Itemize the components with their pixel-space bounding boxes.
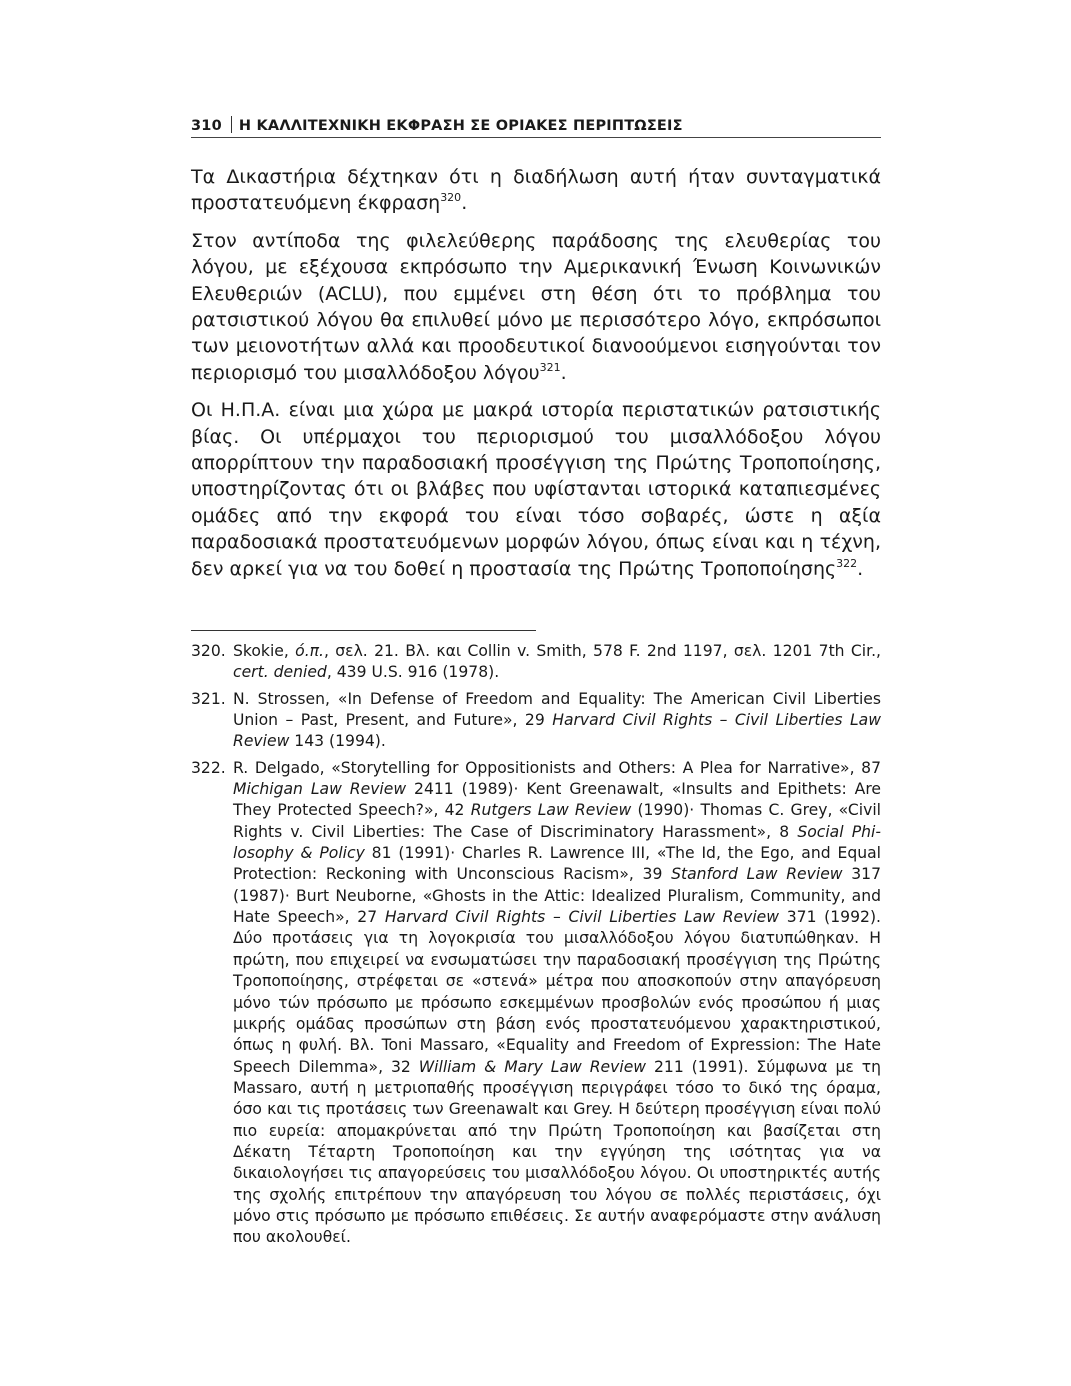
footnote-italic-segment: Harvard Civil Rights – Civil Liberties Law Review bbox=[233, 711, 881, 751]
footnote-segment: , σελ. 21. Βλ. και Collin v. Smith, 578 F. 2nd 1197, σελ. 1201 7th Cir., bbox=[324, 642, 881, 660]
main-text bbox=[191, 164, 881, 593]
paragraph-3 bbox=[191, 397, 881, 582]
paragraph-2-text: Στον αντίποδα της φιλελεύθερης παράδοσης της ελευθερίας του λόγου, με εξέχουσα εκπρόσωπο την Αμερικανική Ένωση Κοινωνικών Ελευθεριών (ACLU), που εμμένει στη θέση ότι το πρόβλημα του ρατσιστικού λόγου θα επιλυθεί μόνο με περισσότερο λόγο, εκπρόσωποι των μειονοτήτων αλλά και προοδευτικοί διανοούμενοι εισηγούνται τον περιορισμό του μισαλλόδοξου λόγου bbox=[191, 229, 881, 384]
page-number: 310 bbox=[191, 118, 222, 134]
footnote-number: 320. bbox=[191, 642, 226, 660]
footnote-segment: (1990)· Thomas C. Grey, «Civil Rights v. Civil Liberties: The Case of Discriminatory Harassment», 8 bbox=[233, 801, 881, 841]
footnote-segment: 211 (1991). Σύμφωνα με τη Massaro, αυτή η μετριοπαθής προσέγγιση περιγράφει τόσο το δικό της όραμα, όσο και τις προτάσεις των Greenawalt και Grey. Η δεύτερη προσέγγιση είναι πολύ πιο ευρεία: απομακρύνεται από την Πρώτη Τροποποίηση και βασίζεται στη Δέκατη Τέταρτη Τροποποίηση και την εγγύηση της ισότητας για να δικαιολογήσει τις απαγορεύσεις του μισαλλόδοξου λόγου. Οι υποστηρικτές αυτής της σχολής επιτρέπουν την απαγόρευση του λόγου σε πολλές περιστάσεις, όχι μόνο στις πρόσωπο με πρόσωπο επιθέσεις. Σε αυτήν αναφερόμαστε στην ανάλυση που ακολουθεί. bbox=[233, 1057, 881, 1247]
footnote-segment: 317 (1987)· Burt Neuborne, «Ghosts in the Attic: Idealized Pluralism, Community, and Hate Speech», 27 bbox=[233, 865, 881, 927]
footnote-segment: N. Strossen, «In Defense of Freedom and Equality: The American Civil Liberties Union – Past, Present, and Future», 29 bbox=[233, 689, 881, 730]
footnote-ref-322: 322 bbox=[836, 556, 858, 570]
footnote-italic-segment: Social Philosophy & Policy bbox=[233, 822, 881, 863]
footnote-321 bbox=[191, 689, 881, 753]
footnote-separator bbox=[191, 630, 536, 631]
footnote-italic-segment: Stanford Law Review bbox=[671, 865, 843, 884]
footnote-italic-segment: ό.π. bbox=[295, 642, 324, 660]
footnote-segment: 81 (1991)· Charles R. Lawrence III, «The Id, the Ego, and Equal Protection: Reckoning with Unconscious Racism», 39 bbox=[233, 844, 881, 884]
footnote-322 bbox=[191, 758, 881, 1249]
footnote-segment: 143 (1994). bbox=[289, 732, 386, 751]
footnote-ref-321: 321 bbox=[539, 360, 561, 374]
paragraph-3-text: Οι Η.Π.Α. είναι μια χώρα με μακρά ιστορία περιστατικών ρατσιστικής βίας. Οι υπέρμαχοι του περιορισμού του μισαλλόδοξου λόγου απορρίπτουν την παραδοσιακή προσέγγιση της Πρώτης Τροποποίησης, υποστηρίζοντας ότι οι βλάβες που υφίστανται ιστορικά καταπιεσμένες ομάδες από την εκφορά του είναι τόσο σοβαρές, ώστε η αξία παραδοσιακά προστατευόμενων μορφών λόγου, όπως είναι και η τέχνη, δεν αρκεί για να του δοθεί η προστασία της Πρώτης Τροποποίησης bbox=[191, 399, 881, 580]
footnote-text bbox=[233, 758, 881, 1249]
footnote-segment: Skokie, bbox=[233, 642, 296, 660]
footnotes bbox=[191, 641, 881, 1254]
footnote-text bbox=[233, 689, 881, 753]
paragraph-1 bbox=[191, 164, 881, 217]
footnote-italic-segment: Harvard Civil Rights – Civil Liberties Law Review bbox=[384, 908, 780, 927]
footnote-segment: , 439 U.S. 916 (1978). bbox=[326, 663, 500, 682]
footnote-text bbox=[233, 641, 881, 684]
footnote-italic-segment: cert. denied bbox=[233, 663, 327, 682]
footnote-italic-segment: Rutgers Law Review bbox=[470, 801, 632, 820]
footnote-320 bbox=[191, 641, 881, 684]
running-title: Η ΚΑΛΛΙΤΕΧΝΙΚΗ ΕΚΦΡΑΣΗ ΣΕ ΟΡΙΑΚΕΣ ΠΕΡΙΠΤΩΣΕΙΣ bbox=[238, 118, 683, 134]
footnote-number: 321. bbox=[191, 689, 226, 708]
footnote-segment: 371 (1992). Δύο προτάσεις για τη λογοκρισία του μισαλλόδοξου λόγου διατυπώθηκαν. Η πρώτη, που επιχειρεί να ενσωματώσει την παραδοσιακή προσέγγιση της Πρώτης Τροποποίησης, στρέφεται σε «στενά» μέτρα που αποσκοπούν στην απαγόρευση μόνο τών πρόσωπο με πρόσωπο εσκεμμένων προσβολών ενός προσώπου ή μιας μικρής ομάδας προσώπων στη βάση ενός προστατευόμενου χαρακτηριστικού, όπως η φυλή. Βλ. Toni Massaro, «Equality and Freedom of Expression: The Hate Speech Dilemma», 32 bbox=[233, 908, 881, 1076]
running-header bbox=[191, 116, 881, 138]
paragraph-3-end: . bbox=[857, 557, 864, 580]
paragraph-2 bbox=[191, 228, 881, 386]
footnote-ref-320: 320 bbox=[440, 191, 462, 205]
paragraph-1-end: . bbox=[461, 192, 468, 215]
footnote-segment: 2411 (1989)· Kent Greenawalt, «Insults and Epithets: Are They Protected Speech?», 42 bbox=[233, 780, 881, 820]
footnote-italic-segment: William & Mary Law Review bbox=[418, 1057, 647, 1076]
paragraph-2-end: . bbox=[560, 361, 567, 384]
footnote-segment: R. Delgado, «Storytelling for Oppositionists and Others: A Plea for Narrative», 87 bbox=[233, 758, 881, 777]
paragraph-1-text: Τα Δικαστήρια δέχτηκαν ότι η διαδήλωση αυτή ήταν συνταγματικά προστατευόμενη έκφραση bbox=[191, 166, 881, 215]
header-divider bbox=[231, 116, 232, 133]
footnote-italic-segment: Michigan Law Review bbox=[233, 780, 407, 799]
footnote-number: 322. bbox=[191, 758, 226, 777]
